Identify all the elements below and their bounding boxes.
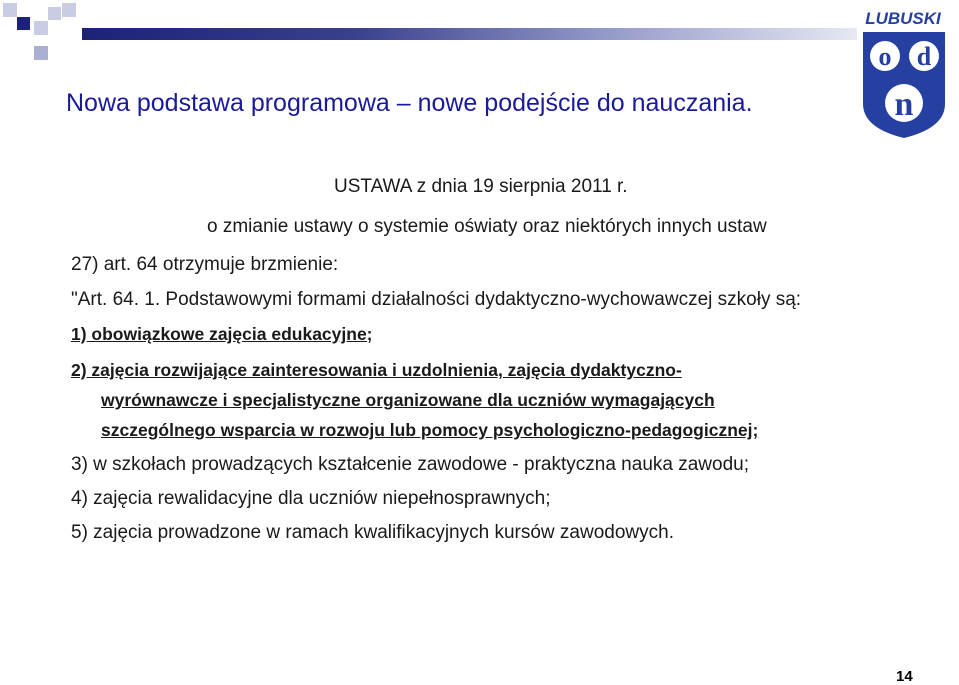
deco-square-light	[62, 3, 76, 17]
item-3: 3) w szkołach prowadzących kształcenie zawodowe - praktyczna nauka zawodu;	[71, 454, 749, 475]
logo-text: LUBUSKI	[865, 9, 941, 28]
logo-letter-n: n	[894, 86, 914, 123]
deco-square-light	[3, 3, 17, 17]
deco-square-light	[48, 7, 61, 20]
art64-line: "Art. 64. 1. Podstawowymi formami działalności dydaktyczno-wychowawczej szkoły są:	[71, 289, 802, 310]
item-1: 1) obowiązkowe zajęcia edukacyjne;	[71, 324, 373, 344]
logo-letter-o: o	[878, 42, 892, 71]
page-number: 14	[896, 668, 913, 685]
logo-lubuski-odn	[855, 6, 952, 140]
item-4: 4) zajęcia rewalidacyjne dla uczniów niepełnosprawnych;	[71, 488, 551, 509]
art27-line: 27) art. 64 otrzymuje brzmienie:	[71, 254, 339, 275]
deco-square-light	[34, 21, 48, 35]
ustawa-line: USTAWA z dnia 19 sierpnia 2011 r.	[334, 176, 628, 197]
page-title: Nowa podstawa programowa – nowe podejście do nauczania.	[66, 89, 753, 117]
deco-square-mid	[34, 46, 48, 60]
item-5: 5) zajęcia prowadzone w ramach kwalifikacyjnych kursów zawodowych.	[71, 522, 674, 543]
logo-letter-d: d	[916, 42, 932, 71]
deco-square-dark	[17, 17, 30, 30]
zmiana-line: o zmianie ustawy o systemie oświaty oraz niektórych innych ustaw	[207, 216, 767, 237]
item-2-line-3: szczególnego wsparcia w rozwoju lub pomocy psychologiczno-pedagogicznej;	[101, 420, 759, 440]
deco-gradient-line	[82, 28, 857, 40]
item-2-line-2: wyrównawcze i specjalistyczne organizowane dla uczniów wymagających	[101, 390, 715, 410]
item-2-line-1: 2) zajęcia rozwijające zainteresowania i uzdolnienia, zajęcia dydaktyczno-	[71, 360, 682, 380]
